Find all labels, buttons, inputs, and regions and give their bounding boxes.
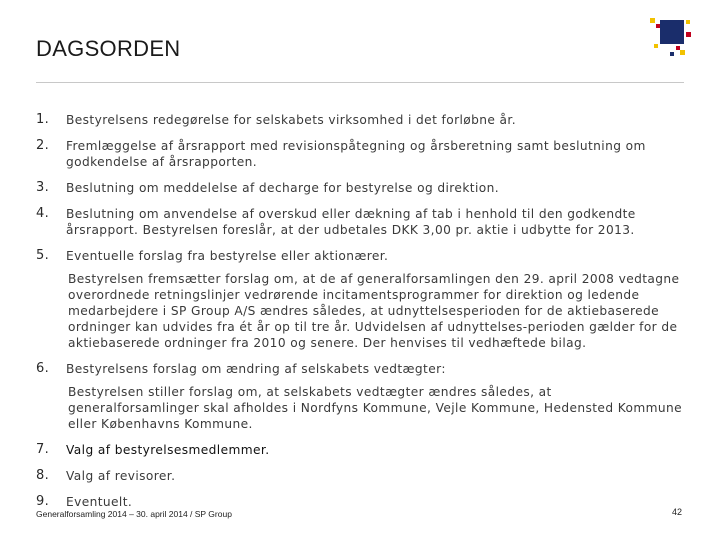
agenda-item bbox=[36, 468, 684, 484]
agenda-item bbox=[36, 494, 684, 510]
agenda-list bbox=[36, 112, 684, 520]
page-number: 42 bbox=[671, 507, 682, 517]
page-title: DAGSORDEN bbox=[36, 36, 181, 61]
agenda-item bbox=[36, 206, 684, 238]
agenda-item-text: Valg af revisorer. bbox=[66, 469, 176, 483]
agenda-item-text: Fremlæggelse af årsrapport med revisionspåtegning og årsberetning samt beslutning om godkendelse af årsrapporten. bbox=[66, 139, 646, 169]
agenda-item-text: Beslutning om anvendelse af overskud eller dækning af tab i henhold til den godkendte årsrapport. Bestyrelsen foreslår, at der udbetales DKK 3,00 pr. aktie i udbytte for 2013. bbox=[66, 207, 636, 237]
agenda-item-text: Bestyrelsens redegørelse for selskabets virksomhed i det forløbne år. bbox=[66, 113, 516, 127]
agenda-item bbox=[36, 138, 684, 170]
title-divider bbox=[36, 82, 684, 83]
agenda-item-number: 7. bbox=[36, 442, 50, 457]
agenda-item-number: 6. bbox=[36, 361, 50, 376]
agenda-item-detail: Bestyrelsen fremsætter forslag om, at de af generalforsamlingen den 29. april 2008 vedtagne overordnede retningslinjer vedrørende incitamentsprogrammer for direktion og ledende medarbejdere i SP Group A/S ændres således, at udnyttelsesperioden for de aktiebaserede ordninger kan udvides fra ét år op til tre år. Udvidelsen af udnyttelses-perioden gælder for de aktiebaserede ordninger fra 2010 og senere. Der henvises til vedhæftede bilag. bbox=[68, 272, 680, 350]
agenda-item-number: 8. bbox=[36, 468, 50, 483]
agenda-item bbox=[36, 442, 684, 458]
sp-group-logo-icon bbox=[646, 14, 696, 58]
agenda-item bbox=[36, 112, 684, 128]
agenda-item-text: Eventuelle forslag fra bestyrelse eller aktionærer. bbox=[66, 249, 389, 263]
agenda-item-number: 2. bbox=[36, 138, 50, 153]
agenda-item-text: Eventuelt. bbox=[66, 495, 133, 509]
agenda-item-text: Beslutning om meddelelse af decharge for bestyrelse og direktion. bbox=[66, 181, 500, 195]
agenda-item-number: 9. bbox=[36, 494, 50, 509]
agenda-item bbox=[36, 361, 684, 432]
footer-text: Generalforsamling 2014 – 30. april 2014 / SP Group bbox=[36, 509, 232, 519]
agenda-item-number: 3. bbox=[36, 180, 50, 195]
agenda-item-number: 4. bbox=[36, 206, 50, 221]
agenda-item bbox=[36, 248, 684, 351]
agenda-item-text: Valg af bestyrelsesmedlemmer. bbox=[66, 443, 270, 457]
agenda-item-text: Bestyrelsens forslag om ændring af selskabets vedtægter: bbox=[66, 362, 446, 376]
agenda-item-number: 1. bbox=[36, 112, 50, 127]
agenda-item-number: 5. bbox=[36, 248, 50, 263]
agenda-item bbox=[36, 180, 684, 196]
agenda-item-detail: Bestyrelsen stiller forslag om, at selskabets vedtægter ændres således, at generalforsamlinger skal afholdes i Nordfyns Kommune, Vejle Kommune, Hedensted Kommune eller Københavns Kommune. bbox=[68, 385, 683, 431]
